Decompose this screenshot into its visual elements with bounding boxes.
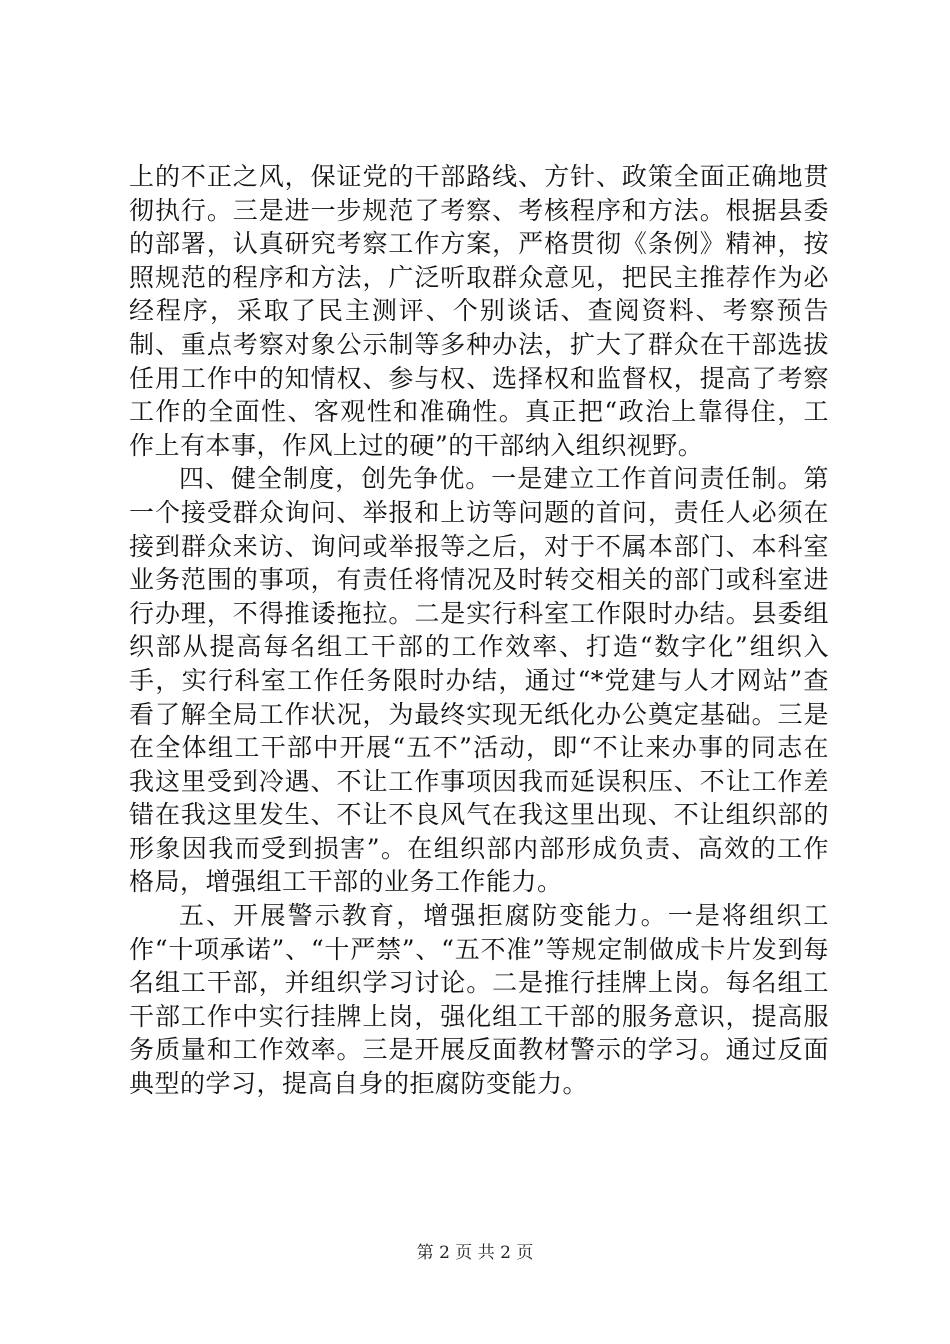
paragraph-section-four: 四、健全制度，创先争优。一是建立工作首问责任制。第一个接受群众询问、举报和上访等问题的首问，责任人必须在接到群众来访、询问或举报等之后，对于不属本部门、本科室业务范围的事项，有责任将情况及时转交相关的部门或科室进行办理，不得推诿拖拉。二是实行科室工作限时办结。县委组织部从提高每名组工干部的工作效率、打造“数字化”组织入手，实行科室工作任务限时办结，通过“*党建与人才网站”查看了解全局工作状况，为最终实现无纸化办公奠定基础。三是在全体组工干部中开展“五不”活动，即“不让来办事的同志在我这里受到冷遇、不让工作事项因我而延误积压、不让工作差错在我这里发生、不让不良风气在我这里出现、不让组织部的形象因我而受到损害”。在组织部内部形成负责、高效的工作格局，增强组工干部的业务工作能力。 bbox=[129, 464, 829, 897]
paragraph-continuation: 上的不正之风，保证党的干部路线、方针、政策全面正确地贯彻执行。三是进一步规范了考察、考核程序和方法。根据县委的部署，认真研究考察工作方案，严格贯彻《条例》精神，按照规范的程序和方法，广泛听取群众意见，把民主推荐作为必经程序，采取了民主测评、个别谈话、查阅资料、考察预告制、重点考察对象公示制等多种办法，扩大了群众在干部选拔任用工作中的知情权、参与权、选择权和监督权，提高了考察工作的全面性、客观性和准确性。真正把“政治上靠得住，工作上有本事，作风上过的硬”的干部纳入组织视野。 bbox=[129, 162, 829, 460]
document-body bbox=[129, 160, 829, 1101]
paragraph-section-five: 五、开展警示教育，增强拒腐防变能力。一是将组织工作“十项承诺”、“十严禁”、“五不准”等规定制做成卡片发到每名组工干部，并组织学习讨论。二是推行挂牌上岗。每名组工干部工作中实行挂牌上岗，强化组工干部的服务意识，提高服务质量和工作效率。三是开展反面教材警示的学习。通过反面典型的学习，提高自身的拒腐防变能力。 bbox=[129, 901, 829, 1099]
page-number-footer: 第 2 页 共 2 页 bbox=[416, 1243, 534, 1263]
